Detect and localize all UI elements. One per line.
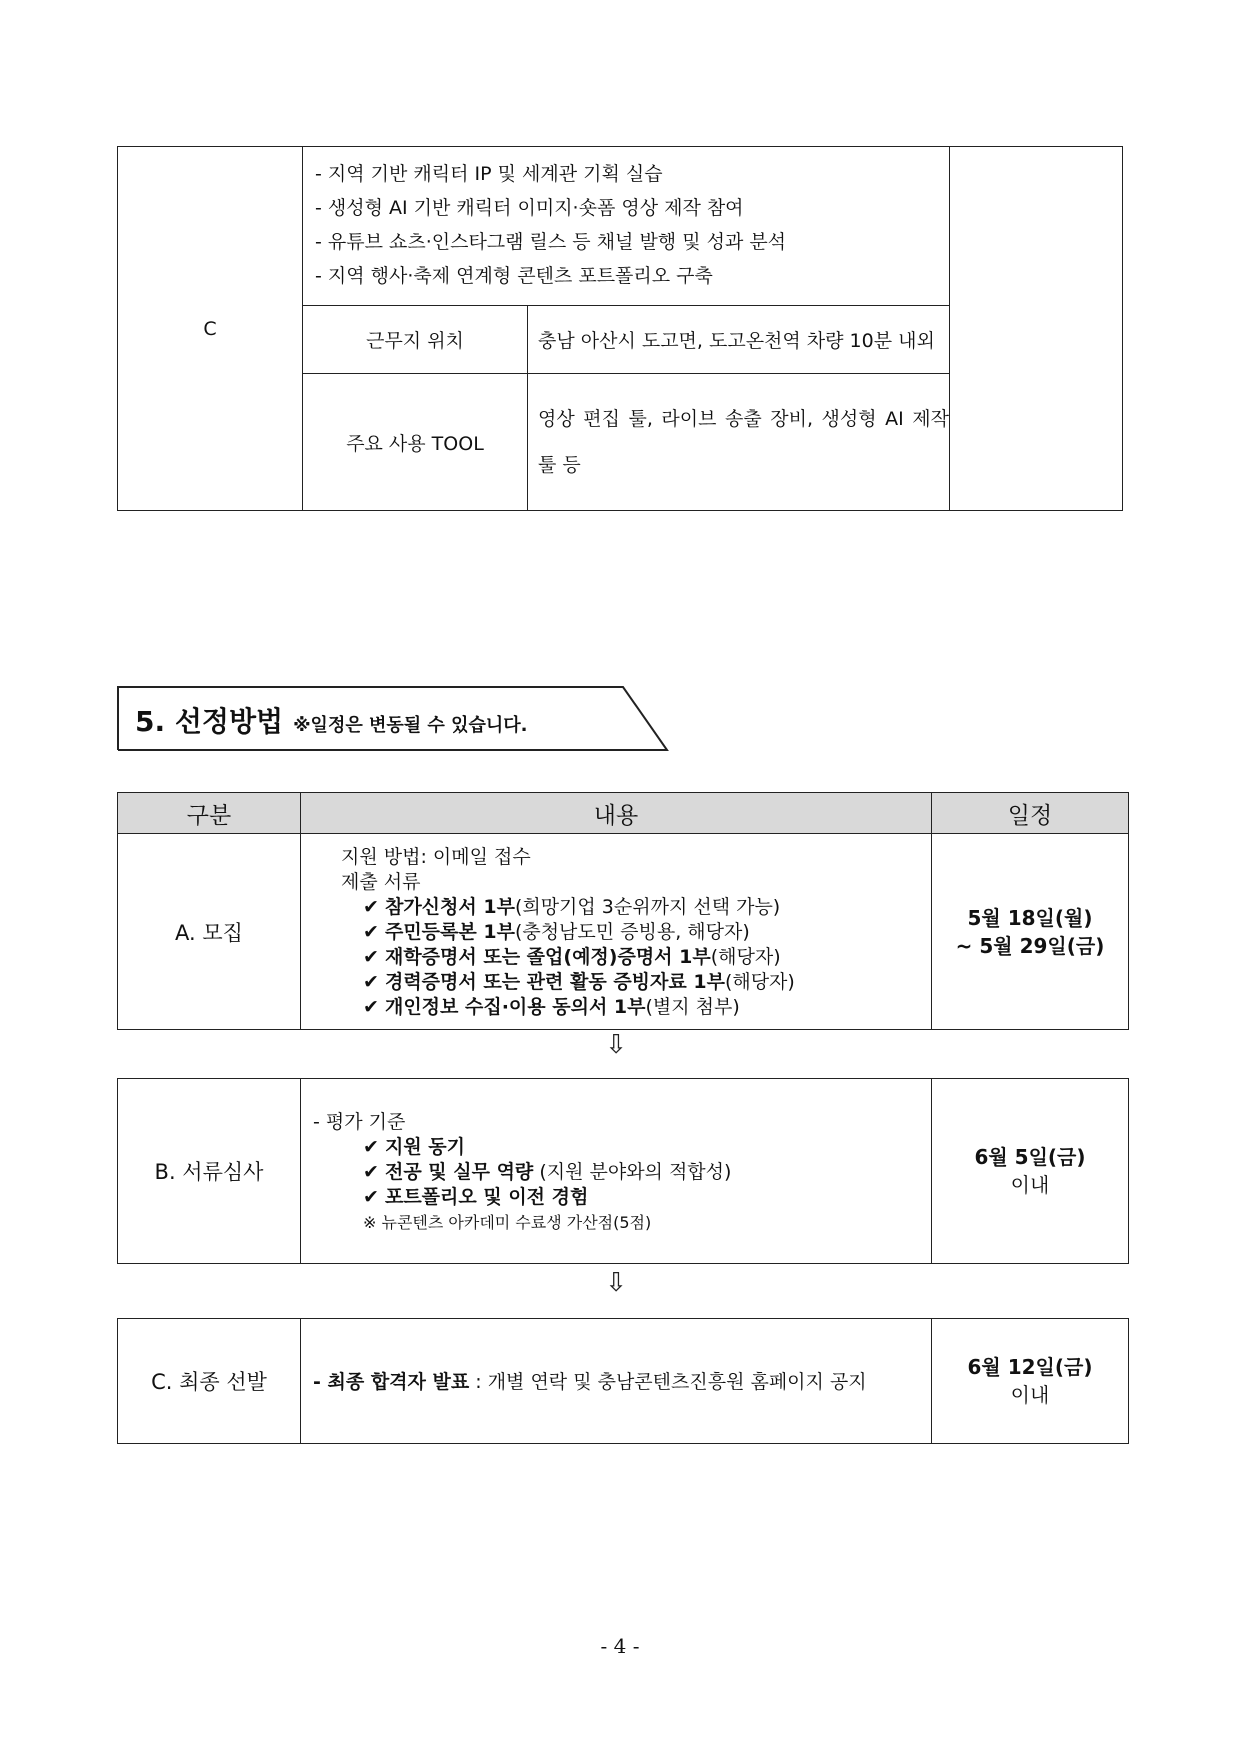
duty-item: - 지역 기반 캐릭터 IP 및 세계관 기획 실습 [315, 163, 663, 185]
check-icon: ✔ [363, 1185, 385, 1208]
criteria-title: - 평가 기준 [313, 1110, 406, 1133]
section-title: 5. 선정방법 [135, 705, 284, 738]
recruit-content [301, 834, 932, 1030]
check-icon: ✔ [363, 1135, 385, 1158]
location-label: 근무지 위치 [303, 306, 528, 374]
doc-item: ✔ 주민등록본 1부(충청남도민 증빙용, 해당자) [363, 921, 750, 943]
location-value: 충남 아산시 도고면, 도고온천역 차량 10분 내외 [528, 306, 950, 374]
schedule-final: 6월 12일(금) 이내 [932, 1319, 1129, 1444]
section-note: ※일정은 변동될 수 있습니다. [293, 715, 528, 736]
tool-value: 영상 편집 툴, 라이브 송출 장비, 생성형 AI 제작 툴 등 [528, 374, 950, 511]
check-icon: ✔ [363, 946, 385, 968]
header-schedule: 일정 [932, 793, 1129, 834]
check-icon: ✔ [363, 1160, 385, 1183]
final-announce-label: - 최종 합격자 발표 [313, 1370, 470, 1393]
selection-table-final [117, 1318, 1129, 1444]
duties-list [303, 147, 950, 306]
duty-item: - 지역 행사·축제 연계형 콘텐츠 포트폴리오 구축 [315, 265, 713, 287]
doc-item: ✔ 재학증명서 또는 졸업(예정)증명서 1부(해당자) [363, 946, 781, 968]
selection-table-recruit [117, 792, 1129, 1030]
check-icon: ✔ [363, 896, 385, 918]
docs-title: 제출 서류 [341, 871, 421, 893]
stage-screening: B. 서류심사 [118, 1079, 301, 1264]
blank-cell [950, 147, 1123, 511]
duty-item: - 유튜브 쇼츠·인스타그램 릴스 등 채널 발행 및 성과 분석 [315, 231, 787, 253]
screening-content [301, 1079, 932, 1264]
criteria-item: ✔ 지원 동기 [363, 1135, 465, 1158]
schedule-recruit: 5월 18일(월) ~ 5월 29일(금) [932, 834, 1129, 1030]
bonus-note: ※ 뉴콘텐츠 아카데미 수료생 가산점(5점) [363, 1212, 652, 1232]
field-category: C [203, 317, 217, 340]
recruit-method: 지원 방법: 이메일 접수 [341, 846, 531, 868]
tool-label: 주요 사용 TOOL [303, 374, 528, 511]
check-icon: ✔ [363, 996, 385, 1018]
stage-recruit: A. 모집 [118, 834, 301, 1030]
page-number: - 4 - [600, 1634, 640, 1658]
field-category-cell [118, 147, 303, 511]
final-content [301, 1319, 932, 1444]
schedule-screening: 6월 5일(금) 이내 [932, 1079, 1129, 1264]
check-icon: ✔ [363, 971, 385, 993]
selection-table-screening [117, 1078, 1129, 1264]
duty-item: - 생성형 AI 기반 캐릭터 이미지·숏폼 영상 제작 참여 [315, 197, 744, 219]
stage-final: C. 최종 선발 [118, 1319, 301, 1444]
criteria-item: ✔ 전공 및 실무 역량 (지원 분야와의 적합성) [363, 1160, 732, 1183]
down-arrow-icon: ⇩ [605, 1030, 627, 1060]
header-stage: 구분 [118, 793, 301, 834]
criteria-item: ✔ 포트폴리오 및 이전 경험 [363, 1185, 589, 1208]
doc-item: ✔ 참가신청서 1부(희망기업 3순위까지 선택 가능) [363, 896, 781, 918]
header-content: 내용 [301, 793, 932, 834]
final-announce-detail: : 개별 연락 및 충남콘텐츠진흥원 홈페이지 공지 [469, 1370, 867, 1393]
doc-item: ✔ 개인정보 수집·이용 동의서 1부(별지 첨부) [363, 996, 740, 1018]
doc-item: ✔ 경력증명서 또는 관련 활동 증빙자료 1부(해당자) [363, 971, 795, 993]
down-arrow-icon: ⇩ [605, 1268, 627, 1298]
check-icon: ✔ [363, 921, 385, 943]
section-heading [117, 686, 669, 752]
field-c-table [117, 146, 1123, 511]
